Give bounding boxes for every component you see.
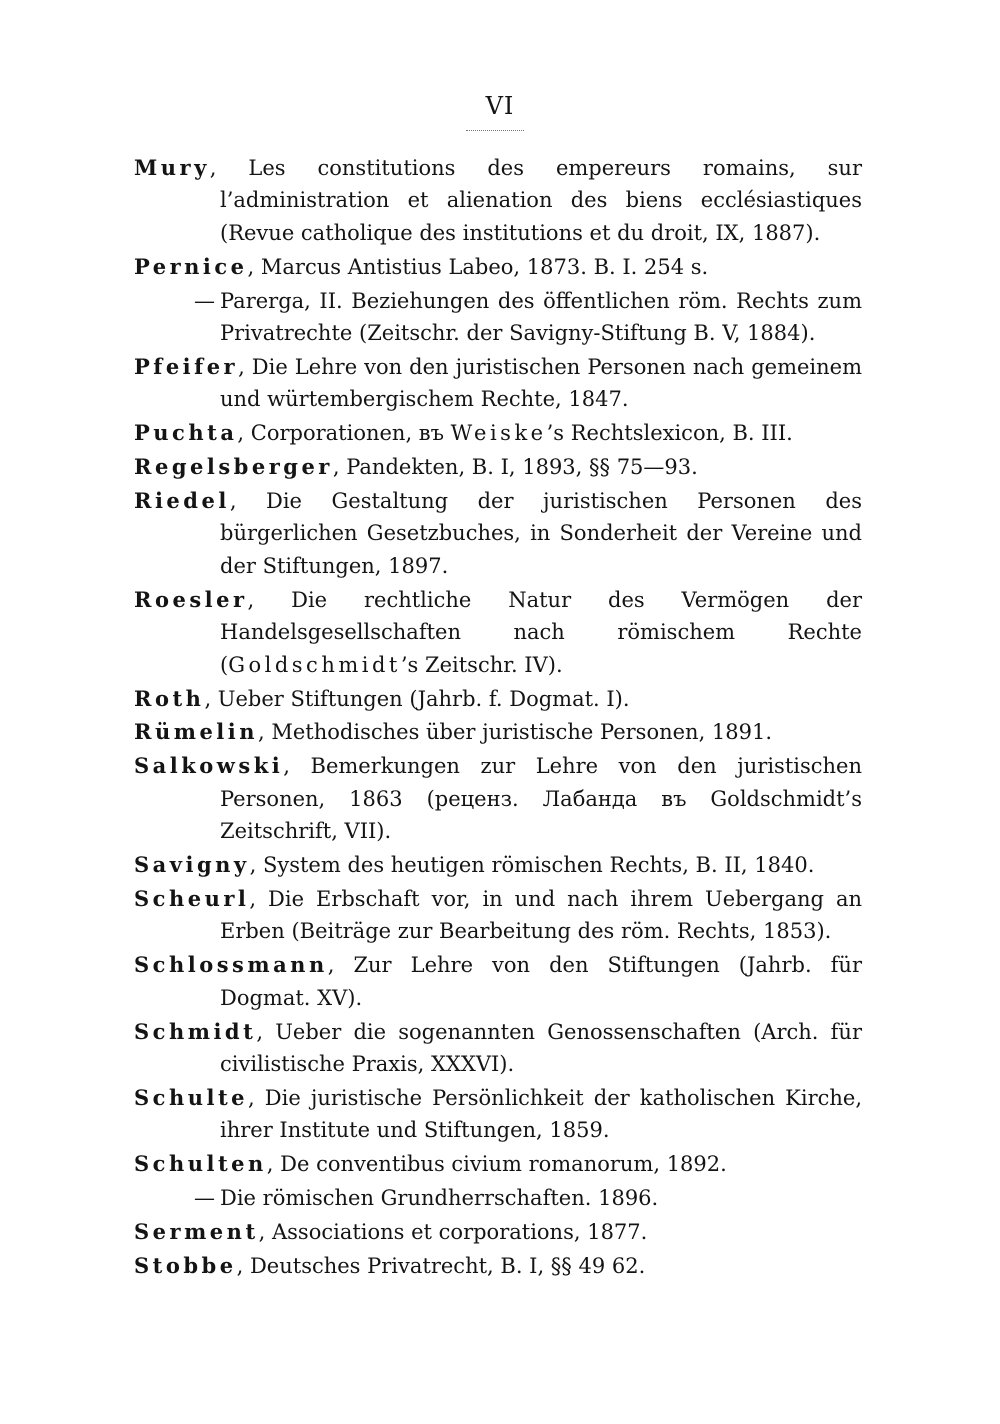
entry-author: Schlossmann <box>134 952 328 978</box>
entry-text: , Marcus Antistius Labeo, 1873. B. I. 254 s. <box>247 254 709 279</box>
bibliography-entry <box>134 949 862 1014</box>
bibliography-entry <box>134 716 862 748</box>
bibliography-entry <box>134 883 862 948</box>
entry-text: , Les constitutions des empereurs romains, sur l’administration et alienation des biens ecclésiastiques (Revue catholique des institutions et du droit, IX, 1887). <box>209 156 862 245</box>
bibliography-entry-continuation <box>134 1182 862 1214</box>
entry-text: , Associations et corporations, 1877. <box>258 1220 648 1244</box>
bibliography-entry <box>134 152 862 249</box>
ditto-dash: — <box>194 288 215 313</box>
entry-spaced-name: Weiske <box>450 421 547 446</box>
entry-author: Serment <box>134 1219 259 1244</box>
bibliography-list <box>134 152 862 1284</box>
entry-author: Scheurl <box>134 885 250 911</box>
entry-text: ’s Zeitschr. IV). <box>400 652 563 677</box>
bibliography-entry <box>134 584 862 681</box>
bibliography-entry <box>134 1250 862 1282</box>
entry-author: Schulten <box>134 1151 267 1177</box>
entry-author: Riedel <box>134 488 230 514</box>
page-number: VI <box>485 92 515 120</box>
entry-text: , Die Erbschaft vor, in und nach ihrem Uebergang an Erben (Beiträge zur Bearbeitung des röm. Rechts, 1853). <box>220 886 862 944</box>
entry-author: Schmidt <box>134 1018 257 1044</box>
entry-text: , Methodisches über juristische Personen, 1891. <box>258 720 773 745</box>
entry-text: , Pandekten, B. I, 1893, §§ 75—93. <box>332 455 698 480</box>
bibliography-entry <box>134 750 862 847</box>
entry-author: Savigny <box>134 852 250 878</box>
entry-text: ’s Rechtslexicon, B. III. <box>546 421 793 446</box>
entry-text: , Zur Lehre von den Stiftungen (Jahrb. für Dogmat. XV). <box>220 953 862 1010</box>
entry-author: Roesler <box>134 586 248 612</box>
entry-author: Pernice <box>134 253 248 279</box>
bibliography-entry <box>134 683 862 715</box>
entry-text: , Die rechtliche Natur des Vermögen der Handelsgesellschaften nach römischem Rechte ( <box>220 587 862 677</box>
bibliography-entry <box>134 485 862 582</box>
entry-author: Mury <box>134 155 210 180</box>
entry-author: Stobbe <box>134 1252 237 1278</box>
entry-text: Parerga, II. Beziehungen des öffentlichen röm. Rechts zum Privatrechte (Zeitschr. der Savigny-Stiftung B. V, 1884). <box>220 288 862 346</box>
entry-text: , Bemerkungen zur Lehre von den juristischen Personen, 1863 (реценз. Лабанда въ Goldschmidt’s Zeitschrift, VII). <box>220 754 862 844</box>
bibliography-entry <box>134 451 862 483</box>
entry-author: Puchta <box>134 420 238 446</box>
bibliography-entry <box>134 1016 862 1081</box>
bibliography-entry-continuation <box>134 285 862 350</box>
entry-spaced-name: Goldschmidt <box>228 652 401 677</box>
entry-text: , Ueber Stiftungen (Jahrb. f. Dogmat. I). <box>204 686 630 711</box>
bibliography-entry <box>134 1216 862 1248</box>
entry-text: , De conventibus civium romanorum, 1892. <box>266 1152 727 1177</box>
entry-author: Pfeifer <box>134 353 239 379</box>
entry-author: Roth <box>134 685 205 711</box>
bibliography-entry <box>134 417 862 449</box>
bibliography-entry <box>134 1082 862 1147</box>
bibliography-entry <box>134 849 862 881</box>
entry-text: Die römischen Grundherrschaften. 1896. <box>220 1186 659 1211</box>
entry-author: Rümelin <box>134 719 259 745</box>
ditto-dash: — <box>194 1186 215 1211</box>
entry-text: , Die juristische Persönlichkeit der katholischen Kirche, ihrer Institute und Stiftungen, 1859. <box>220 1085 862 1143</box>
entry-author: Schulte <box>134 1084 249 1110</box>
bibliography-entry <box>134 251 862 283</box>
entry-text: , System des heutigen römischen Rechts, B. II, 1840. <box>249 853 815 878</box>
page-number-rule <box>466 130 524 131</box>
entry-text: , Corporationen, въ <box>237 421 451 446</box>
entry-text: , Die Lehre von den juristischen Personen nach gemeinem und würtembergischem Rechte, 1847. <box>220 354 862 412</box>
entry-text: , Ueber die sogenannten Genossenschaften (Arch. für civilistische Praxis, XXXVI). <box>220 1019 862 1076</box>
entry-author: Salkowski <box>134 753 284 779</box>
bibliography-entry <box>134 1148 862 1180</box>
bibliography-entry <box>134 351 862 416</box>
entry-text: , Deutsches Privatrecht, B. I, §§ 49 62. <box>236 1253 646 1278</box>
entry-text: , Die Gestaltung der juristischen Personen des bürgerlichen Gesetzbuches, in Sonderheit der Vereine und der Stiftungen, 1897. <box>220 489 862 578</box>
entry-author: Regelsberger <box>134 454 333 480</box>
